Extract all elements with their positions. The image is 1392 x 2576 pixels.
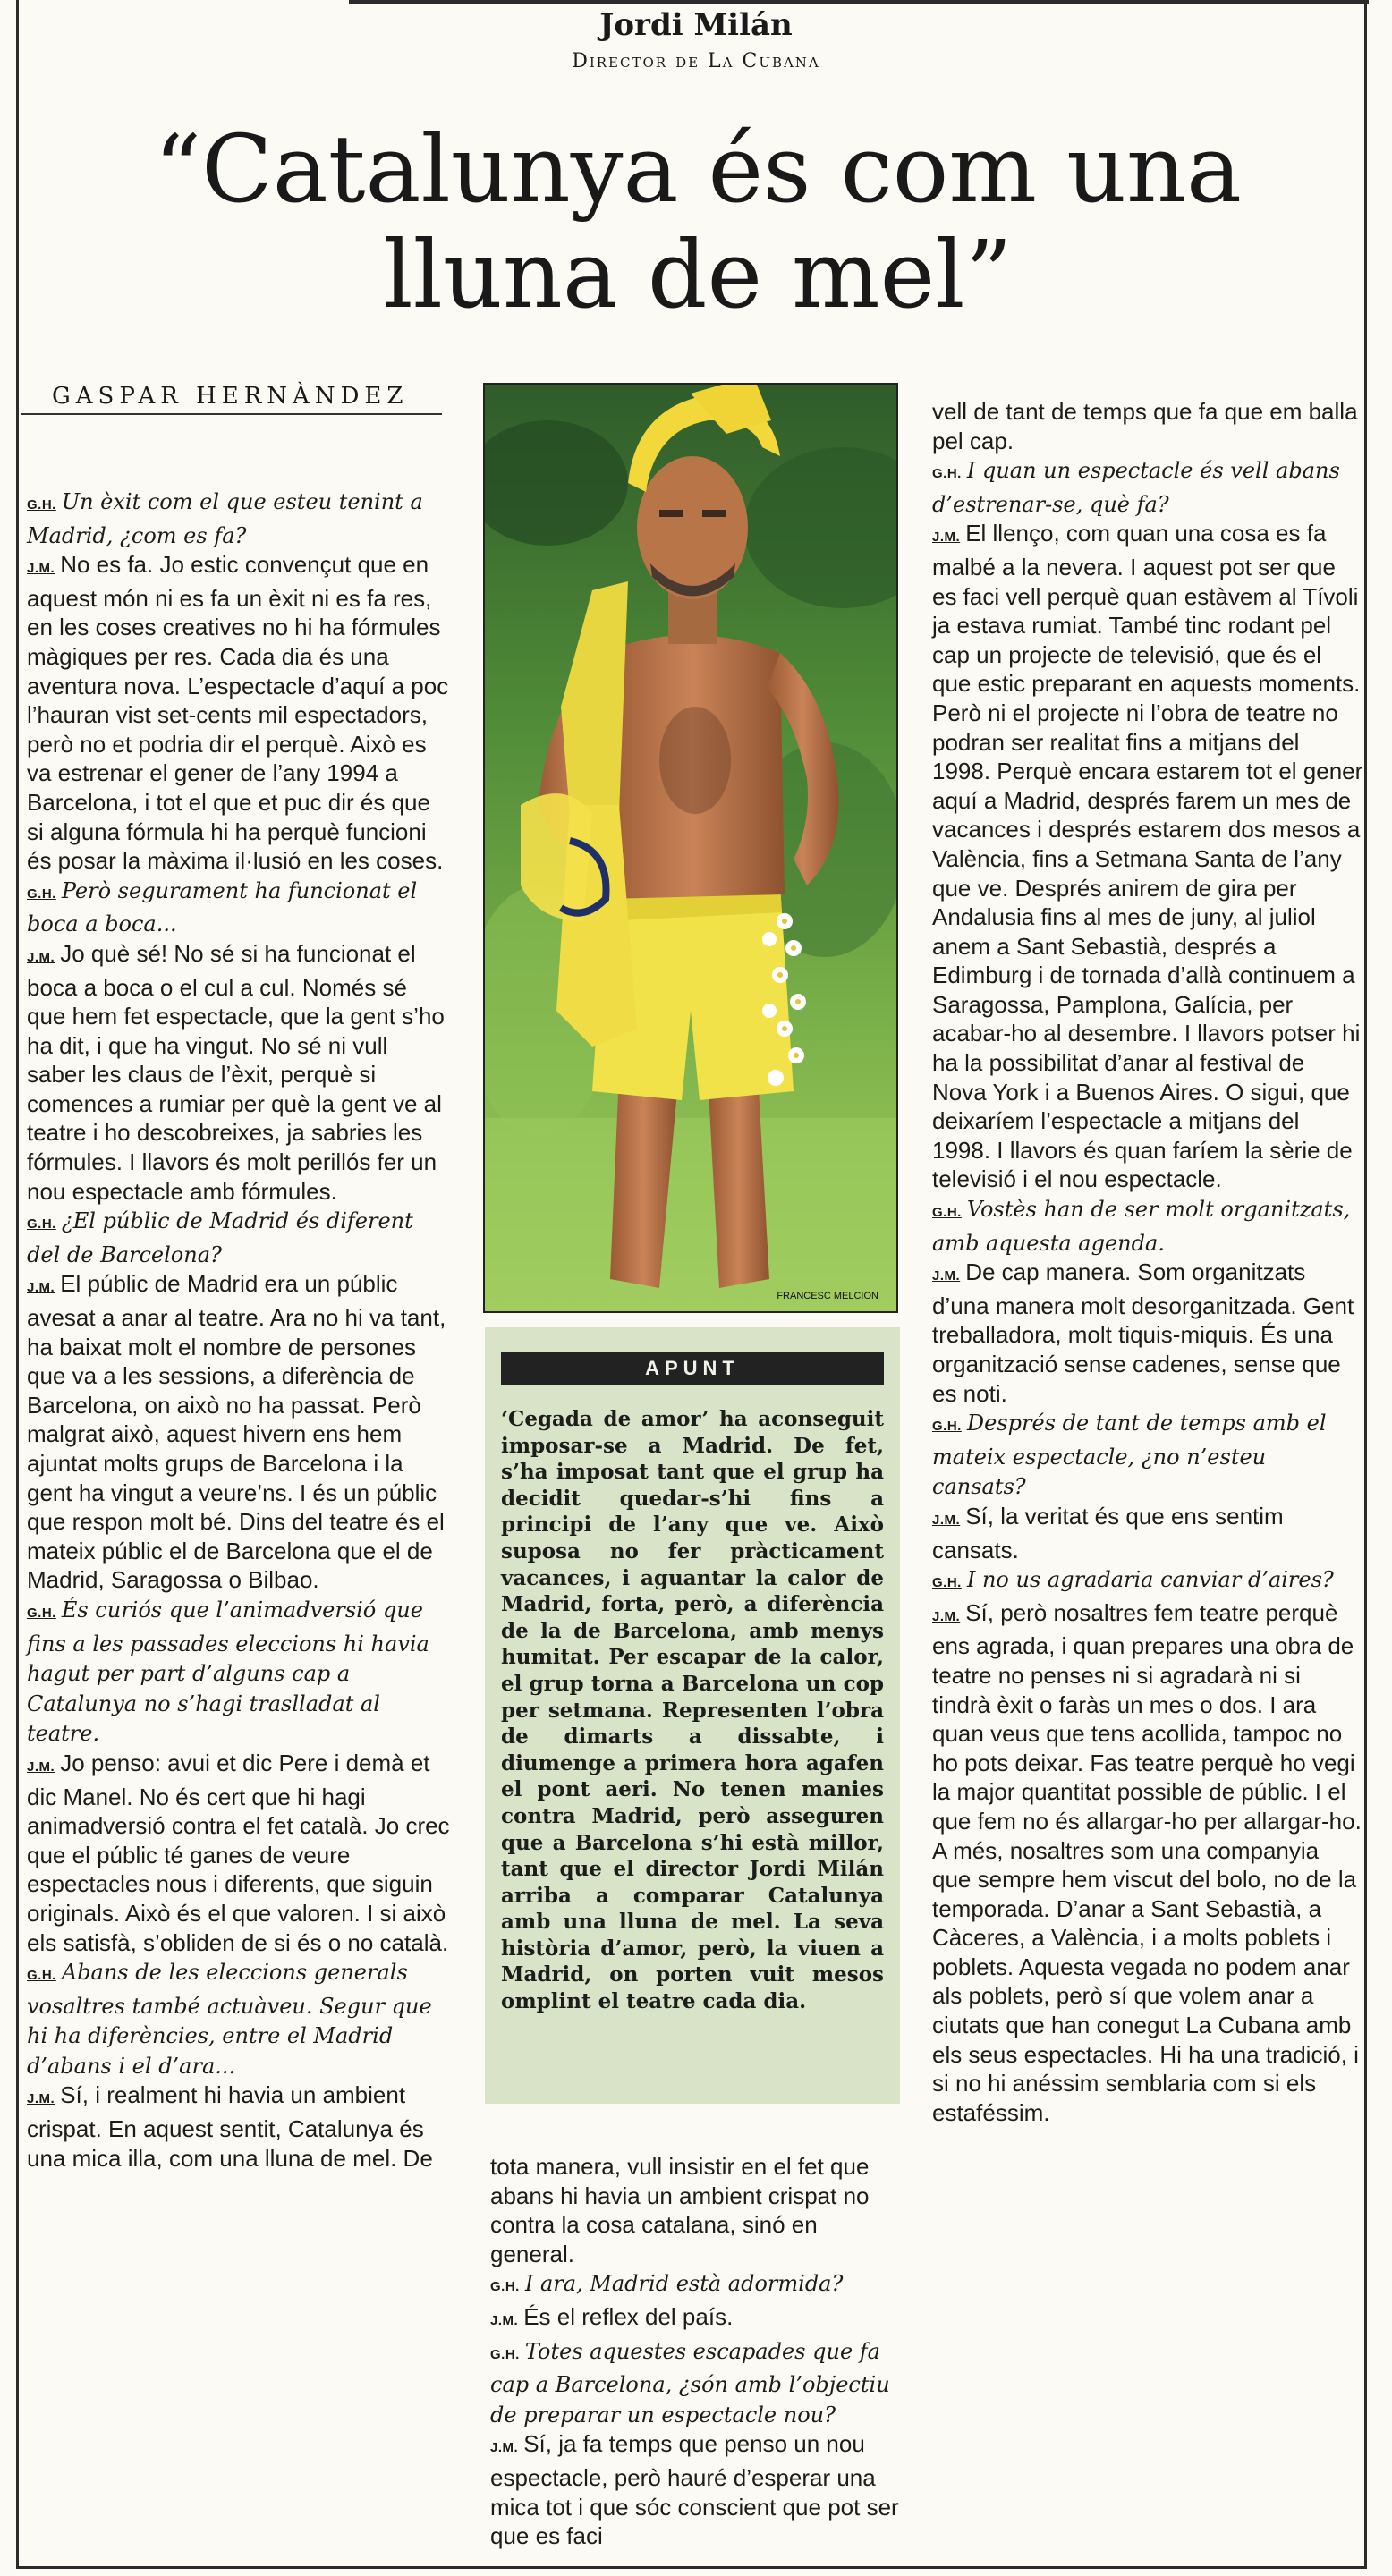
speaker-initials: J.M.: [932, 1608, 961, 1624]
speaker-initials: G.H.: [490, 2346, 520, 2362]
answer-text: Sí, ja fa temps que penso un nou espectacle, però hauré d’esperar una mica tot i que sóc conscient que pot ser que es faci: [490, 2430, 899, 2550]
interview-question: [27, 1206, 451, 1269]
question-text: Totes aquestes escapades que fa cap a Barcelona, ¿són amb l’objectiu de preparar un espectacle nou?: [490, 2338, 890, 2428]
answer-text: Sí, i realment hi havia un ambient crispat. En aquest sentit, Catalunya és una mica illa, com una lluna de mel. De: [27, 2081, 433, 2172]
speaker-initials: J.M.: [27, 949, 55, 965]
answer-text: Sí, la veritat és que ens sentim cansats.: [932, 1502, 1284, 1563]
speaker-initials: G.H.: [27, 886, 56, 902]
author-rule: [21, 413, 442, 415]
speaker-initials: G.H.: [932, 1419, 962, 1435]
question-text: I quan un espectacle és vell abans d’estrenar-se, què fa?: [932, 458, 1340, 517]
top-rule: [349, 0, 1369, 4]
speaker-initials: G.H.: [932, 466, 962, 482]
question-text: I no us agradaria canviar d’aires?: [966, 1567, 1334, 1593]
interview-question: [27, 487, 451, 550]
question-text: ¿El públic de Madrid és diferent del de Barcelona?: [27, 1208, 413, 1267]
sidebar-box: [485, 1327, 900, 2104]
interview-answer: [490, 2152, 902, 2268]
interview-question: [932, 1564, 1363, 1598]
interview-answer: [932, 1502, 1363, 1564]
interview-question: [490, 2268, 902, 2302]
speaker-initials: J.M.: [932, 1512, 961, 1528]
author-byline: GASPAR HERNÀNDEZ: [52, 383, 409, 410]
interview-answer: [490, 2302, 902, 2336]
photo-credit: FRANCESC MELCION: [777, 1291, 878, 1301]
sidebar-title: APUNT: [501, 1352, 884, 1385]
interview-column-3: [932, 397, 1363, 2127]
headline: [54, 116, 1342, 327]
answer-text: El llenço, com quan una cosa es fa malbé a la nevera. I aquest pot ser que es faci vell perquè quan estàvem al Tívoli ja estava rumiat. També tinc rodant pel cap un projecte de televisió, que és el que estic preparant en aquests moments. Però ni el projecte ni l’obra de teatre no podran ser realitat fins a mitjans del 1998. Perquè encara estarem tot el gener aquí a Madrid, després farem un mes de vacances i després estarem dos mesos a València, fins a Setmana Santa de l’any que ve. Després anirem de gira per Andalusia fins al mes de juny, al juliol anem a Sant Sebastià, després a Edimburg i de tornada d’allà continuem a Saragossa, Pamplona, Galícia, per acabar-ho al desembre. I llavors potser hi ha la possibilitat d’anar al festival de Nova York i a Buenos Aires. O sigui, que deixaríem l’espectacle a mitjans del 1998. I llavors és quan faríem la sèrie de televisió i el nou espectacle.: [932, 520, 1363, 1193]
interviewee-name: Jordi Milán: [599, 7, 793, 43]
interview-column-1: [27, 487, 451, 2173]
speaker-initials: G.H.: [27, 497, 56, 513]
speaker-initials: J.M.: [490, 2440, 519, 2456]
speaker-initials: G.H.: [27, 1605, 56, 1621]
interview-answer: [932, 1258, 1363, 1408]
interview-question: [932, 1408, 1363, 1502]
interview-answer: [27, 2080, 451, 2173]
sidebar-text: ‘Cegada de amor’ ha aconseguit imposar-se a Madrid. De fet, s’ha imposat tant que el grup ha decidit quedar-s’hi fins a principi de l’any que ve. Això suposa no fer pràcticament vacances, i aguantar la calor de Madrid, forta, però, a diferència de la de Barcelona, amb menys humitat. Per escapar de la calor, el grup torna a Barcelona un cop per setmana. Representen l’obra de dimarts a dissabte, i diumenge a primera hora agafen el pont aeri. No tenen manies contra Madrid, però asseguren que a Barcelona s’hi està millor, tant que el director Jordi Milán arriba a comparar Catalunya amb una lluna de mel. La seva història d’amor, però, la viuen a Madrid, on porten vuit mesos omplint el teatre cada dia.: [501, 1407, 884, 2014]
interview-question: [490, 2336, 902, 2430]
answer-text: vell de tant de temps que fa que em balla pel cap.: [932, 398, 1358, 454]
answer-text: tota manera, vull insistir en el fet que abans hi havia un ambient crispat no contra la cosa catalana, sinó en general.: [490, 2153, 870, 2267]
answer-text: Jo penso: avui et dic Pere i demà et dic Manel. No és cert que hi hagi animadversió contra el fet català. Jo crec que el públic té ganes de veure espectacles nous i diferents, que siguin originals. Això és el que valoren. I si això els satisfà, s’obliden de si és o no català.: [27, 1749, 450, 1956]
speaker-initials: J.M.: [932, 530, 961, 546]
answer-text: No es fa. Jo estic convençut que en aquest món ni es fa un èxit ni es fa res, en les coses creatives no hi ha fórmules màgiques per res. Cada dia és una aventura nova. L’espectacle d’aquí a poc l’hauran vist set-cents mil espectadors, però no et podria dir el perquè. Això es va estrenar el gener de l’any 1994 a Barcelona, i tot el que et puc dir és que si alguna fórmula hi ha perquè funcioni és posar la màxima il·lusió en les coses.: [27, 551, 449, 875]
headline-line-1: “Catalunya és com una: [153, 114, 1243, 224]
speaker-initials: G.H.: [27, 1968, 56, 1984]
interview-answer: [490, 2429, 902, 2550]
interview-column-2: [490, 2152, 902, 2551]
interview-answer: [932, 1598, 1363, 2128]
question-text: Un èxit com el que esteu tenint a Madrid, ¿com es fa?: [27, 489, 423, 548]
answer-text: El públic de Madrid era un públic avesat a anar al teatre. Ara no hi va tant, ha baixat molt el nombre de persones que va a les sessions, a diferència de Barcelona, on això no ha passat. Però malgrat això, aquest hivern ens hem ajuntat molts grups de Barcelona i la gent ha vingut a veure’ns. I és un públic que respon molt bé. Dins del teatre és el mateix públic el de Barcelona que el de Madrid, Saragossa o Bilbao.: [27, 1270, 446, 1594]
speaker-initials: J.M.: [27, 561, 55, 577]
interview-answer: [27, 550, 451, 876]
interview-question: [27, 1595, 451, 1749]
question-text: Però segurament ha funcionat el boca a boca...: [27, 877, 418, 937]
speaker-initials: J.M.: [27, 1758, 55, 1775]
portrait-photo-illustration: [485, 385, 896, 1311]
interview-question: [27, 1957, 451, 2080]
answer-text: De cap manera. Som organitzats d’una manera molt desorganitzada. Gent treballadora, molt tiquis-miquis. És una organització sense cadenes, sense que es noti.: [932, 1258, 1354, 1407]
question-text: Després de tant de temps amb el mateix espectacle, ¿no n’esteu cansats?: [932, 1411, 1327, 1500]
speaker-initials: J.M.: [27, 2091, 55, 2107]
speaker-initials: G.H.: [932, 1575, 962, 1591]
speaker-initials: G.H.: [490, 2279, 520, 2295]
interview-question: [932, 1194, 1363, 1258]
interview-question: [27, 876, 451, 939]
answer-text: Jo què sé! No sé si ha funcionat el boca a boca o el cul a cul. Només sé que hem fet espectacle, que la gent s’ho ha dit, i que ha vingut. No sé ni vull saber les claus de l’èxit, perquè si comences a rumiar per què la gent ve al teatre i ho descobreixes, ja sabries les fórmules. I llavors és molt perillós fer un nou espectacle amb fórmules.: [27, 939, 445, 1205]
question-text: Abans de les eleccions generals vosaltres també actuàveu. Segur que hi ha diferències, entre el Madrid d’abans i el d’ara...: [27, 1960, 432, 2079]
interview-answer: [27, 939, 451, 1206]
speaker-initials: J.M.: [490, 2312, 519, 2328]
interview-question: [932, 455, 1363, 519]
speaker-initials: G.H.: [932, 1205, 962, 1221]
interview-answer: [932, 397, 1363, 455]
headline-line-2: lluna de mel”: [383, 220, 1013, 329]
speaker-initials: G.H.: [27, 1216, 56, 1233]
question-text: I ara, Madrid està adormida?: [524, 2271, 844, 2297]
answer-text: Sí, però nosaltres fem teatre perquè ens agrada, i quan prepares una obra de teatre no penses ni si agradarà ni si tindrà èxit o faràs un mes o dos. I ara quan veus que tens acollida, tampoc no ho pots deixar. Fas teatre perquè ho vegi la major quantitat possible de públic. I el que fem no és allargar-ho per allargar-ho. A més, nosaltres som una companyia que sempre hem viscut del bolo, no de la temporada. D’anar a Sant Sebastià, a Càceres, a València, i a molts poblets i poblets. Aquesta vegada no podem anar als poblets, però sí que volem anar a ciutats que han conegut La Cubana amb els seus espectacles. Hi ha una tradició, i si no hi anéssim semblaria com si els estaféssim.: [932, 1598, 1362, 2126]
interview-answer: [27, 1269, 451, 1595]
interview-answer: [932, 519, 1363, 1194]
speaker-initials: J.M.: [932, 1268, 961, 1284]
interviewee-role: Director de La Cubana: [572, 50, 820, 72]
speaker-initials: J.M.: [27, 1280, 55, 1296]
question-text: Vostès han de ser molt organitzats, amb aquesta agenda.: [932, 1197, 1351, 1256]
answer-text: És el reflex del país.: [523, 2302, 734, 2330]
interview-answer: [27, 1749, 451, 1957]
portrait-photo: [483, 383, 898, 1313]
question-text: És curiós que l’animadversió que fins a les passades eleccions hi havia hagut per part d’alguns cap a Catalunya no s’hagi traslladat al teatre.: [27, 1597, 429, 1747]
